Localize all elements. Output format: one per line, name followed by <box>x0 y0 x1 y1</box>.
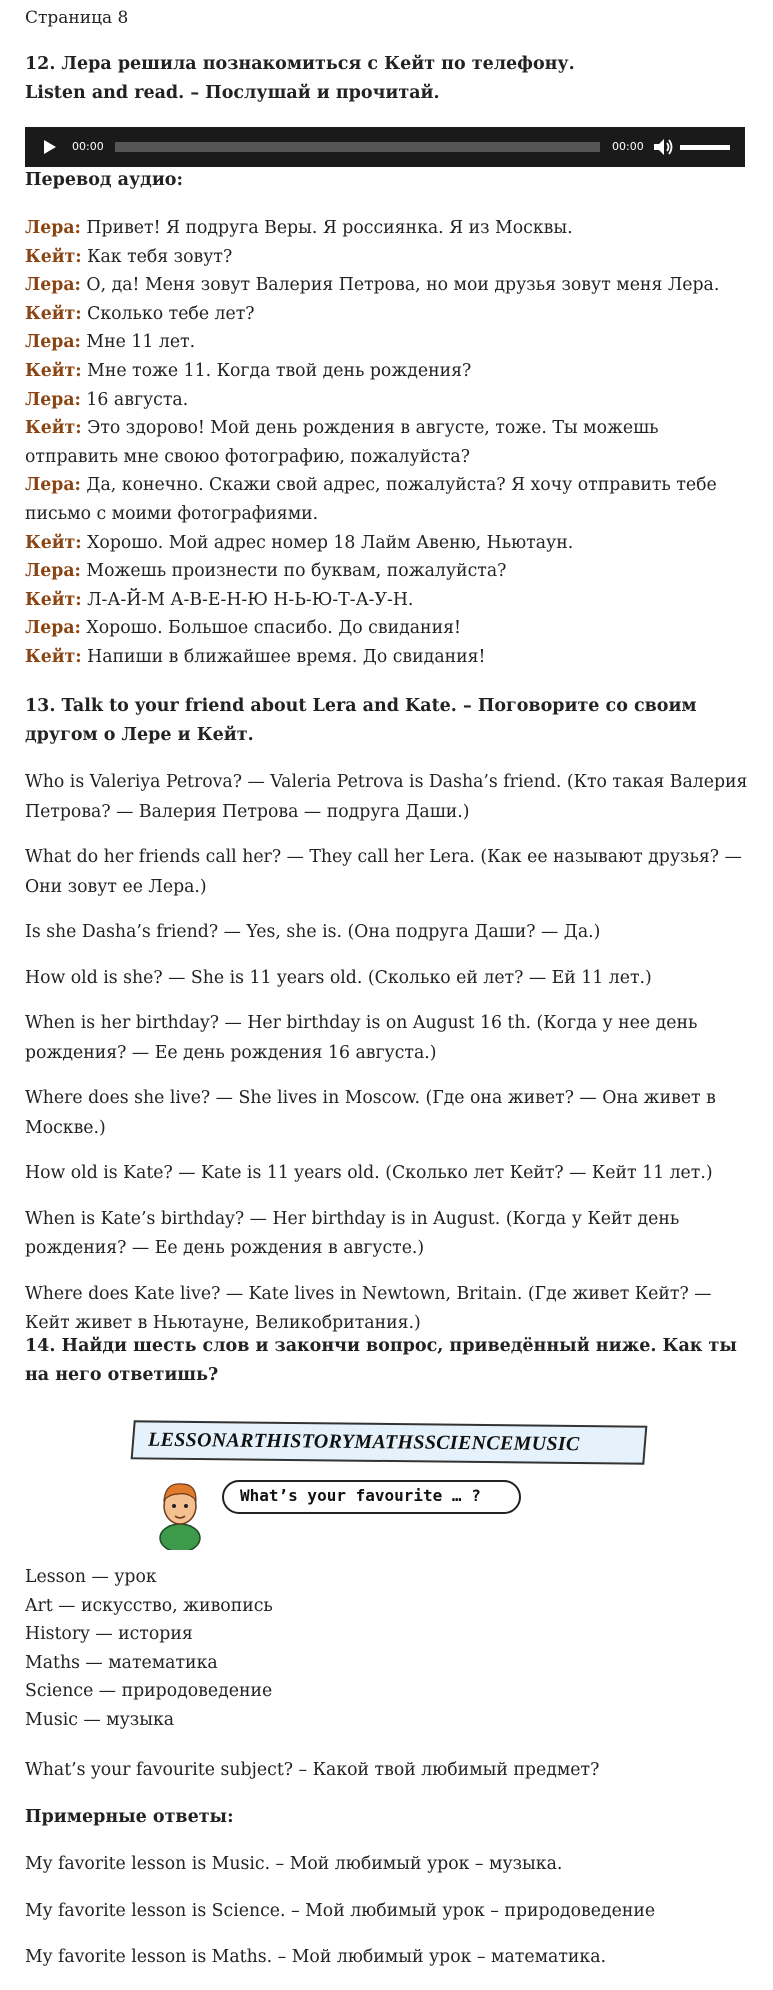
speaker-name: Лера: <box>25 561 81 582</box>
exercise-12-instruction: Listen and read. – Послушай и прочитай. <box>25 83 440 103</box>
speaker-name: Лера: <box>25 332 81 353</box>
play-icon[interactable] <box>44 140 56 154</box>
dialogue-line <box>25 614 751 643</box>
dialogue-line <box>25 586 751 615</box>
exercise-12-heading <box>25 50 751 108</box>
dialogue-text: Как тебя зовут? <box>81 246 233 267</box>
word-item: Lesson — урок <box>25 1567 157 1587</box>
answer-item: My favorite lesson is Maths. – Мой любимый урок – математика. <box>25 1947 607 1967</box>
exercise-13-heading: 13. Talk to your friend about Lera and Kate. – Поговорите со своим другом о Лере и Кейт. <box>25 696 697 745</box>
qa-item: How old is she? — She is 11 years old. (Сколько ей лет? — Ей 11 лет.) <box>25 967 652 988</box>
speaker-name: Лера: <box>25 475 81 496</box>
word-item: Maths — математика <box>25 1652 218 1673</box>
dialogue-text: Привет! Я подруга Веры. Я россиянка. Я из Москвы. <box>80 218 573 238</box>
volume-slider[interactable] <box>680 145 730 150</box>
answers-list <box>25 1850 751 1990</box>
dialogue-text: 16 августа. <box>80 389 189 410</box>
total-time: 00:00 <box>612 140 644 153</box>
dialogue-text: Мне 11 лет. <box>80 332 196 353</box>
word-item: History — история <box>25 1624 193 1644</box>
dialogue-line <box>25 529 751 558</box>
dialogue-line <box>25 271 751 300</box>
current-time: 00:00 <box>72 140 104 153</box>
dialogue-text: Сколько тебе лет? <box>81 303 255 324</box>
speaker-name: Кейт: <box>25 646 82 667</box>
audio-translation-heading-block <box>25 166 751 195</box>
qa-item: Where does she live? — She lives in Moscow. (Где она живет? — Она живет в Москве.) <box>25 1088 716 1138</box>
progress-track[interactable] <box>115 142 600 152</box>
dialogue-line <box>25 414 751 471</box>
speaker-name: Кейт: <box>25 360 82 381</box>
qa-item: Where does Kate live? — Kate lives in Newtown, Britain. (Где живет Кейт? — Кейт живет в Ньютауне, Великобритания.) <box>25 1283 712 1333</box>
speaker-name: Лера: <box>25 218 81 238</box>
dialogue-text: Хорошо. Большое спасибо. До свидания! <box>80 618 461 639</box>
speaker-name: Кейт: <box>25 303 82 324</box>
speaker-name: Кейт: <box>25 246 82 267</box>
answer-item: My favorite lesson is Science. – Мой любимый урок – природоведение <box>25 1900 656 1921</box>
word-puzzle-illustration <box>130 1418 650 1548</box>
dialogue-line <box>25 300 751 329</box>
dialogue-text: Это здорово! Мой день рождения в августе, тоже. Ты можешь отправить мне своюо фотографию, пожалуйста? <box>25 418 659 467</box>
speaker-name: Лера: <box>25 275 81 296</box>
dialogue-text: Л-А-Й-М А-В-Е-Н-Ю Н-Ь-Ю-Т-А-У-Н. <box>81 589 414 610</box>
audio-translation-heading: Перевод аудио: <box>25 170 183 190</box>
answer-item: My favorite lesson is Music. – Мой любимый урок – музыка. <box>25 1854 563 1874</box>
page-title: Страница 8 <box>25 8 129 28</box>
speaker-name: Кейт: <box>25 589 82 610</box>
speaker-name: Кейт: <box>25 532 82 553</box>
dialogue-text: Напиши в ближайшее время. До свидания! <box>81 646 486 667</box>
dialogue-text: О, да! Меня зовут Валерия Петрова, но мои друзья зовут меня Лера. <box>80 275 720 296</box>
speaker-name: Лера: <box>25 389 81 410</box>
qa-item: Is she Dasha’s friend? — Yes, she is. (Она подруга Даши? — Да.) <box>25 922 601 942</box>
boy-illustration-icon <box>148 1470 212 1550</box>
audio-player <box>25 127 745 167</box>
dialogue-line <box>25 243 751 272</box>
dialogue-line <box>25 328 751 357</box>
qa-item: When is Kate’s birthday? — Her birthday is in August. (Когда у Кейт день рождения? — Ее день рождения в августе.) <box>25 1208 680 1258</box>
dialogue-text: Мне тоже 11. Когда твой день рождения? <box>81 360 472 381</box>
answers-heading-block <box>25 1803 751 1832</box>
exercise-13-heading-block <box>25 692 751 750</box>
dialogue <box>25 214 751 672</box>
dialogue-line <box>25 557 751 586</box>
puzzle-letters: LESSONARTHISTORYMATHSSCIENCEMUSIC <box>147 1428 580 1456</box>
dialogue-line <box>25 357 751 386</box>
dialogue-text: Можешь произнести по буквам, пожалуйста? <box>80 561 507 582</box>
exercise-12-title: 12. Лера решила познакомиться с Кейт по телефону. <box>25 54 575 74</box>
dialogue-text: Да, конечно. Скажи свой адрес, пожалуйста? Я хочу отправить тебе письмо с моими фотографиями. <box>25 475 717 524</box>
favourite-question: What’s your favourite subject? – Какой твой любимый предмет? <box>25 1760 600 1780</box>
speaker-name: Лера: <box>25 618 81 639</box>
question-block <box>25 1756 751 1785</box>
volume-icon[interactable] <box>652 136 674 158</box>
qa-item: When is her birthday? — Her birthday is on August 16 th. (Когда у нее день рождения? — Ее день рождения 16 августа.) <box>25 1013 698 1063</box>
dialogue-line <box>25 471 751 528</box>
qa-item: Who is Valeriya Petrova? — Valeria Petrova is Dasha’s friend. (Кто такая Валерия Петрова? — Валерия Петрова — подруга Даши.) <box>25 772 748 822</box>
qa-item: How old is Kate? — Kate is 11 years old. (Сколько лет Кейт? — Кейт 11 лет.) <box>25 1163 713 1183</box>
dialogue-line <box>25 643 751 672</box>
qa-item: What do her friends call her? — They call her Lera. (Как ее называют друзья? — Они зовут ее Лера.) <box>25 847 742 897</box>
word-item: Science — природоведение <box>25 1681 273 1701</box>
word-list <box>25 1563 751 1734</box>
word-item: Music — музыка <box>25 1709 175 1730</box>
dialogue-line <box>25 214 751 243</box>
dialogue-text: Хорошо. Мой адрес номер 18 Лайм Авеню, Ньютаун. <box>81 532 574 553</box>
speech-bubble-text: What’s your favourite … ? <box>240 1486 481 1505</box>
exercise-14-heading: 14. Найди шесть слов и закончи вопрос, приведённый ниже. Как ты на него ответишь? <box>25 1336 737 1385</box>
exercise-13-list <box>25 768 751 1355</box>
dialogue-line <box>25 386 751 415</box>
speaker-name: Кейт: <box>25 418 82 439</box>
word-item: Art — искусство, живопись <box>25 1595 273 1616</box>
answers-heading: Примерные ответы: <box>25 1807 234 1827</box>
exercise-14-heading-block <box>25 1332 751 1390</box>
